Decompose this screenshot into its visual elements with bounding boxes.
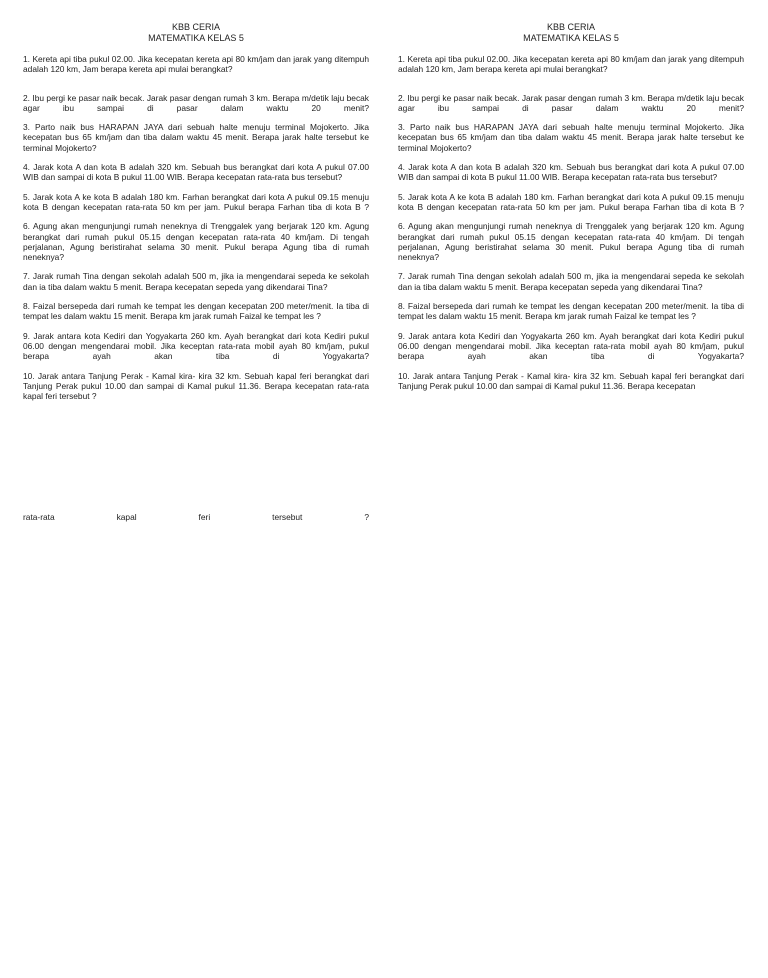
question-3: 3. Parto naik bus HARAPAN JAYA dari sebuah halte menuju terminal Mojokerto. Jika kecepatan bus 65 km/jam dan tiba dalam waktu 45 menit. Berapa jarak halte tersebut ke terminal Mojokerto? <box>23 122 369 153</box>
question-4: 4. Jarak kota A dan kota B adalah 320 km. Sebuah bus berangkat dari kota A pukul 07.00 WIB dan sampai di kota B pukul 11.00 WIB. Berapa kecepatan rata-rata bus tersebut? <box>23 162 369 183</box>
question-7: 7. Jarak rumah Tina dengan sekolah adalah 500 m, jika ia mengendarai sepeda ke sekolah dan ia tiba dalam waktu 5 menit. Berapa kecepatan sepeda yang dikendarai Tina? <box>23 271 369 292</box>
question-2: 2. Ibu pergi ke pasar naik becak. Jarak pasar dengan rumah 3 km. Berapa m/detik laju becak agar ibu sampai di pasar dalam waktu 20 menit? <box>23 92 369 113</box>
question-8: 8. Faizal bersepeda dari rumah ke tempat les dengan kecepatan 200 meter/menit. Ia tiba di tempat les dalam waktu 15 menit. Berapa km jarak rumah Faizal ke tempat les ? <box>398 301 744 322</box>
worksheet-subtitle: MATEMATIKA KELAS 5 <box>148 33 244 43</box>
question-3: 3. Parto naik bus HARAPAN JAYA dari sebuah halte menuju terminal Mojokerto. Jika kecepatan bus 65 km/jam dan tiba dalam waktu 45 menit. Berapa jarak halte tersebut ke terminal Mojokerto? <box>398 122 744 153</box>
question-10: 10. Jarak antara Tanjung Perak - Kamal kira- kira 32 km. Sebuah kapal feri berangkat dari Tanjung Perak pukul 10.00 dan sampai di Kamal pukul 11.36. Berapa kecepatan rata-rata kapal feri tersebut ? <box>23 370 369 402</box>
question-10-overflow-line: rata-rata kapal feri tersebut ? <box>23 512 369 522</box>
question-6: 6. Agung akan mengunjungi rumah neneknya di Trenggalek yang berjarak 120 km. Agung berangkat dari rumah pukul 05.15 dengan kecepatan rata-rata 40 km/jam. Di tengah perjalanan, Agung beristirahat selama 30 menit. Pukul berapa Agung tiba di rumah neneknya? <box>23 221 369 263</box>
worksheet-left <box>23 22 369 410</box>
question-6: 6. Agung akan mengunjungi rumah neneknya di Trenggalek yang berjarak 120 km. Agung berangkat dari rumah pukul 05.15 dengan kecepatan rata-rata 40 km/jam. Di tengah perjalanan, Agung beristirahat selama 30 menit. Pukul berapa Agung tiba di rumah neneknya? <box>398 221 744 263</box>
question-5: 5. Jarak kota A ke kota B adalah 180 km. Farhan berangkat dari kota A pukul 09.15 menuju kota B dengan kecepatan rata-rata 50 km per jam. Pukul berapa Farhan tiba di kota B ? <box>23 191 369 212</box>
worksheet-title: KBB CERIA <box>171 22 220 32</box>
worksheet-title: KBB CERIA <box>546 22 595 32</box>
question-10: 10. Jarak antara Tanjung Perak - Kamal kira- kira 32 km. Sebuah kapal feri berangkat dari Tanjung Perak pukul 10.00 dan sampai di Kamal pukul 11.36. Berapa kecepatan <box>398 370 744 391</box>
question-7: 7. Jarak rumah Tina dengan sekolah adalah 500 m, jika ia mengendarai sepeda ke sekolah dan ia tiba dalam waktu 5 menit. Berapa kecepatan sepeda yang dikendarai Tina? <box>398 271 744 292</box>
question-1: 1. Kereta api tiba pukul 02.00. Jika kecepatan kereta api 80 km/jam dan jarak yang ditempuh adalah 120 km, Jam berapa kereta api mulai berangkat? <box>23 54 369 75</box>
question-2: 2. Ibu pergi ke pasar naik becak. Jarak pasar dengan rumah 3 km. Berapa m/detik laju becak agar ibu sampai di pasar dalam waktu 20 menit? <box>398 92 744 113</box>
question-4: 4. Jarak kota A dan kota B adalah 320 km. Sebuah bus berangkat dari kota A pukul 07.00 WIB dan sampai di kota B pukul 11.00 WIB. Berapa kecepatan rata-rata bus tersebut? <box>398 162 744 183</box>
worksheet-subtitle: MATEMATIKA KELAS 5 <box>523 33 619 43</box>
question-8: 8. Faizal bersepeda dari rumah ke tempat les dengan kecepatan 200 meter/menit. Ia tiba di tempat les dalam waktu 15 menit. Berapa km jarak rumah Faizal ke tempat les ? <box>23 301 369 322</box>
question-5: 5. Jarak kota A ke kota B adalah 180 km. Farhan berangkat dari kota A pukul 09.15 menuju kota B dengan kecepatan rata-rata 50 km per jam. Pukul berapa Farhan tiba di kota B ? <box>398 191 744 212</box>
question-9: 9. Jarak antara kota Kediri dan Yogyakarta 260 km. Ayah berangkat dari kota Kediri pukul 06.00 dengan mengendarai mobil. Jika keceptan rata-rata mobil ayah 80 km/jam, pukul berapa ayah akan tiba di Yogyakarta? <box>23 330 369 362</box>
question-9: 9. Jarak antara kota Kediri dan Yogyakarta 260 km. Ayah berangkat dari kota Kediri pukul 06.00 dengan mengendarai mobil. Jika keceptan rata-rata mobil ayah 80 km/jam, pukul berapa ayah akan tiba di Yogyakarta? <box>398 330 744 362</box>
worksheet-right <box>398 22 744 400</box>
question-1: 1. Kereta api tiba pukul 02.00. Jika kecepatan kereta api 80 km/jam dan jarak yang ditempuh adalah 120 km, Jam berapa kereta api mulai berangkat? <box>398 54 744 75</box>
